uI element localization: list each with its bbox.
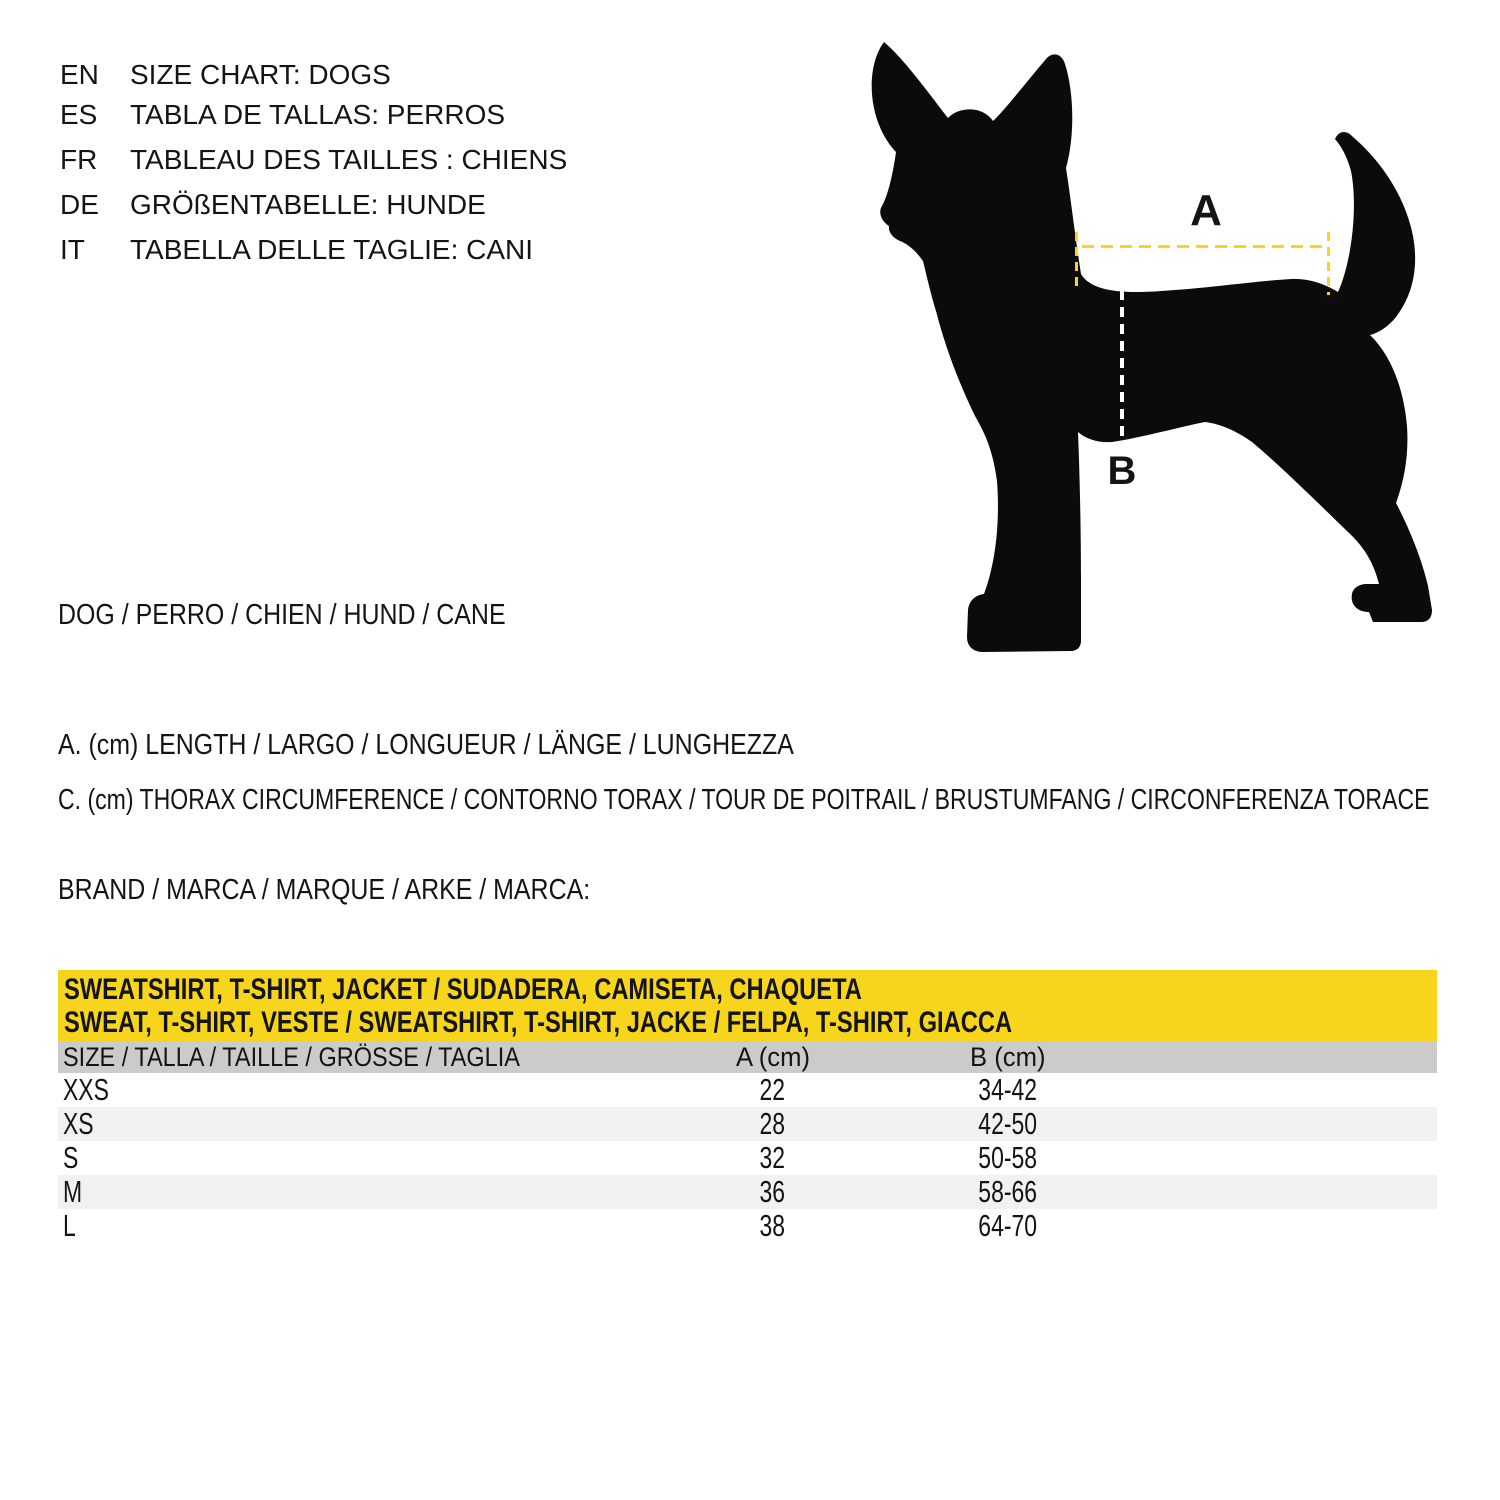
language-code: DE [60,189,99,220]
size-table-title-line1: SWEATSHIRT, T-SHIRT, JACKET / SUDADERA, CAMISETA, CHAQUETA [64,973,862,1006]
measurement-a-legend: A. (cm) LENGTH / LARGO / LONGUEUR / LÄNGE / LUNGHEZZA [58,729,794,761]
measurement-b-label: B [1107,449,1137,493]
animal-label: DOG / PERRO / CHIEN / HUND / CANE [58,599,506,631]
measurement-a-label: A [1190,186,1222,235]
size-table [58,970,1437,1243]
measurement-a-right-tick [1327,232,1330,295]
size-cell: XS [63,1106,94,1141]
table-row [58,1107,1437,1141]
language-title: TABLA DE TALLAS: PERROS [130,99,506,130]
dog-silhouette-icon [850,20,1450,665]
language-row [60,191,486,219]
a-cell: 32 [759,1140,786,1175]
language-code: EN [60,59,99,90]
language-code: IT [60,234,85,265]
language-title: GRÖßENTABELLE: HUNDE [130,189,486,220]
b-cell: 42-50 [978,1106,1037,1141]
language-code: ES [60,99,98,130]
measurement-a-line [1082,245,1324,248]
table-row [58,1175,1437,1209]
b-cell: 50-58 [978,1140,1037,1175]
a-cell: 36 [759,1174,786,1209]
size-cell: S [63,1140,79,1175]
a-cell: 22 [759,1072,786,1107]
size-table-title-line2: SWEAT, T-SHIRT, VESTE / SWEATSHIRT, T-SHIRT, JACKE / FELPA, T-SHIRT, GIACCA [64,1006,1013,1039]
language-code: FR [60,144,98,175]
table-row [58,1141,1437,1175]
size-table-title-band [58,970,1437,1042]
language-row [60,236,533,264]
b-cell: 58-66 [978,1174,1037,1209]
column-header-size: SIZE / TALLA / TAILLE / GRÖSSE / TAGLIA [63,1042,520,1072]
column-header-b: B (cm) [969,1042,1046,1072]
measurement-a-left-tick [1075,232,1078,290]
language-title: SIZE CHART: DOGS [130,59,391,90]
size-cell: XXS [63,1072,109,1107]
b-cell: 64-70 [978,1208,1037,1243]
language-title: TABLEAU DES TAILLES : CHIENS [130,144,568,175]
column-header-a: A (cm) [735,1042,810,1072]
b-cell: 34-42 [978,1072,1037,1107]
language-row [60,61,391,89]
size-table-header-row [58,1042,1437,1073]
language-row [60,146,567,174]
a-cell: 28 [759,1106,786,1141]
size-cell: L [63,1208,76,1243]
size-cell: M [63,1174,83,1209]
language-title: TABELLA DELLE TAGLIE: CANI [130,234,534,265]
table-row [58,1073,1437,1107]
language-row [60,101,505,129]
measurement-b-line [1120,290,1124,442]
measurement-c-legend: C. (cm) THORAX CIRCUMFERENCE / CONTORNO TORAX / TOUR DE POITRAIL / BRUSTUMFANG / CIRCONFERENZA TORACE [58,784,1430,816]
brand-label: BRAND / MARCA / MARQUE / ARKE / MARCA: [58,874,591,906]
a-cell: 38 [759,1208,786,1243]
table-row [58,1209,1437,1243]
